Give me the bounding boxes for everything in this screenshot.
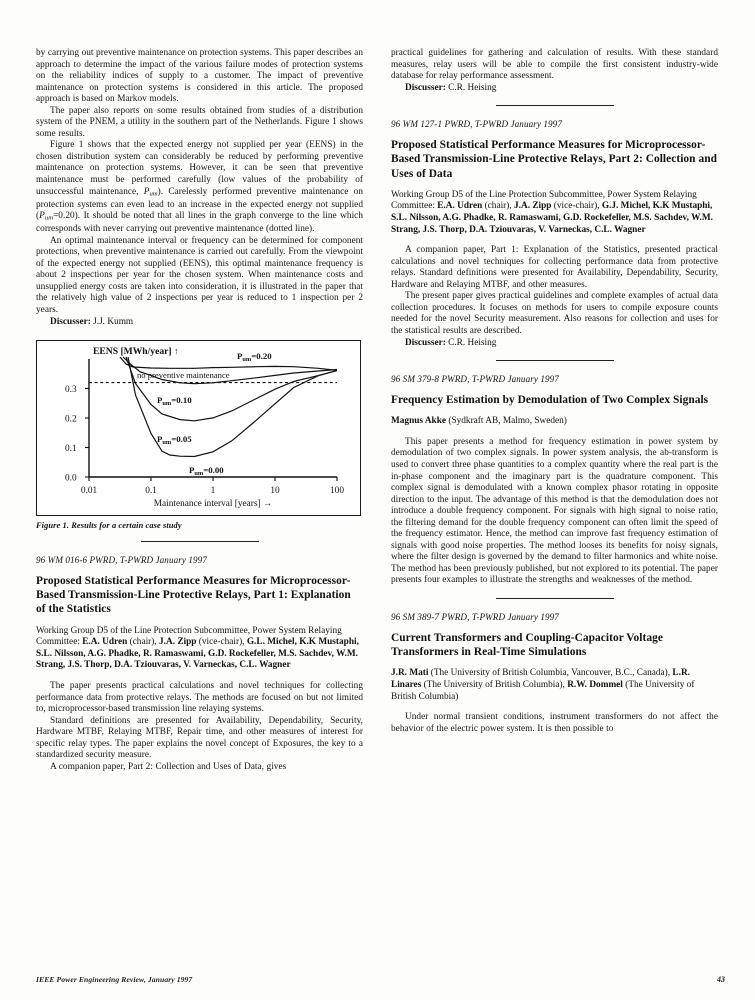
paragraph-with-symbols (36, 140, 363, 235)
section-divider (36, 541, 363, 542)
series-label-pum-010 (157, 395, 192, 407)
author-affiliation: (The University of British Columbia, Vancouver, B.C., Canada), (428, 668, 673, 679)
paper-id: 96 SM 389-7 PWRD, T-PWRD January 1997 (391, 612, 559, 622)
svg-text:Pum=0.10: $P_{um}=0.10$ (157, 395, 192, 408)
paragraph: The paper also reports on some results obtained from studies of a distribution system of the PNEM, a utility in the southern part of the Netherlands. Figure 1 shows some results. (36, 105, 363, 139)
paragraph: This paper presents a method for frequency estimation in power system by demodulation of two complex signals. In power system analysis, the ab-transform is used to convert three phase quantities to a complex quantity where the real part is the in-phase component and the imaginary part is the quadrature component. This complex signal is demodulated with a known complex phasor rotating in opposite direction to the input. The advantage of this method is that the demodulation does not introduce a double frequency component. For signals with high signal to noise ratio, the filtering demand for the double frequency component can often limit the speed of the frequency estimator. Hence, the method can improve fast frequency estimation of signals with good noise properties. The method looses its benefits for noisy signals, where the filter design is governed by the demand to filter harmonics and white noise. The method has been previously published, but not explored to its potential. The paper presents four examples to illustrate the strengths and weaknesses of the method. (391, 436, 718, 586)
author-name: E.A. Udren (82, 637, 128, 648)
series-label-pum-005 (157, 434, 192, 446)
author-name: L.R. Linares (391, 668, 690, 690)
author-role: (chair), (127, 637, 160, 648)
left-column (36, 48, 363, 773)
y-tick-label-3: 0.3 (65, 385, 77, 396)
paragraph-continuation: by carrying out preventive maintenance on protection systems. This paper describes an approach to determine the impact of the various failure modes of protection systems on the reliability indices of supply to a customer. The impact of preventive maintenance on protection systems is considered in this article. The proposed approach is based on Markov models. (36, 48, 363, 105)
page-footer (36, 975, 725, 984)
author-list (391, 668, 718, 703)
section-divider (391, 105, 718, 106)
paragraph-continuation: practical guidelines for gathering and calculation of results. With these standard measures, relay users will be able to compile the first consistent industry-wide database for relay performance assessment. (391, 48, 718, 82)
series-label-pum-020 (237, 351, 272, 363)
y-tick-label-2: 0.2 (65, 414, 77, 425)
paragraph: A companion paper, Part 1: Explanation of the Statistics, presented practical calculations and novel techniques for collecting performance data from protective relays. Standard definitions were presented for Availability, Dependability, Security, Hardware and Relaying MTBF, and other measures. (391, 245, 718, 290)
y-tick-label-1: 0.1 (65, 444, 77, 455)
paper-title: Current Transformers and Coupling-Capacitor Voltage Transformers in Real-Time Simulations (391, 632, 663, 659)
paragraph: A companion paper, Part 2: Collection and Uses of Data, gives (50, 761, 287, 772)
author-role: (vice-chair), (551, 201, 602, 212)
x-tick-label-4: 100 (330, 486, 344, 497)
discusser-name: C.R. Heising (448, 337, 497, 348)
author-affiliation: (The University of British Columbia) (391, 680, 695, 702)
y-tick-label-0: 0.0 (65, 473, 77, 484)
svg-text:Pum=0.20: $P_{um}=0.20$ (237, 351, 272, 364)
para-text-c: =0.20). It should be noted that all lines in the graph converge to the line which corresponds with never carrying out preventive maintenance (dotted line). (36, 211, 363, 235)
footer-journal-name: IEEE Power Engineering Review, January 1997 (36, 975, 193, 984)
paper-title: Proposed Statistical Performance Measures for Microprocessor-Based Transmission-Line Protective Relays, Part 2: Collection and Uses of Data (391, 139, 717, 180)
authors-lead: Working Group D5 of the Line Protection Subcommittee, Power System Relaying Committee: (36, 625, 342, 648)
paragraph: Under normal transient conditions, instrument transformers do not affect the behavior of the electric power system. It is then possible to (391, 712, 718, 734)
paper-id: 96 SM 379-8 PWRD, T-PWRD January 1997 (391, 374, 559, 385)
section-divider (391, 360, 718, 361)
eens-line-chart (37, 341, 360, 515)
para-text-b: ). Carelessly performed preventive maintenance on protection systems can even lead to an increase in the expected energy not supplied ( (36, 186, 363, 222)
paragraph: An optimal maintenance interval or frequency can be determined for component protections, when preventive maintenance is carried out carefully. From the viewpoint of the expected energy not supplied (EENS), this optimal maintenance frequency is about 2 inspections per year for the chosen system. When maintenance costs and unsupplied energy costs are taken into consideration, it is illustrated in the paper that the relatively high value of 2 inspections per year is reduced to 1 inspection per 2 years. (36, 235, 363, 315)
author-name: Magnus Akke (391, 416, 447, 427)
chart-container (36, 340, 361, 516)
svg-text:Pum=0.05: $P_{um}=0.05$ (157, 434, 192, 447)
paper-title: Proposed Statistical Performance Measures for Microprocessor-Based Transmission-Line Protective Relays, Part 1: Explanation of the Statistics (36, 575, 351, 616)
divider-rule (141, 541, 259, 542)
y-axis-arrow: ↑ (174, 346, 179, 357)
series-label-pum-000 (189, 465, 224, 477)
author-name: E.A. Udren (437, 201, 483, 212)
x-axis-label: Maintenance interval [years] → (153, 499, 273, 510)
divider-rule (496, 360, 614, 361)
symbol-pum-1: $P_{um}$ (143, 186, 158, 198)
author-list (36, 626, 363, 672)
discusser-label: Discusser: (405, 82, 446, 93)
two-column-layout (36, 48, 719, 773)
paragraph: The present paper gives practical guidelines and complete examples of actual data collection procedures. It focuses on methods for users to compile exposure counts needed for the novel Security measurement. Also reasons for collection and uses for the statistical results are described. (391, 291, 718, 336)
symbol-pum-2: $P_{um}$ (39, 211, 54, 222)
author-role: (vice-chair), (196, 637, 247, 648)
divider-rule (496, 105, 614, 106)
discusser-label: Discusser: (50, 316, 91, 327)
author-name: J.A. Zipp (514, 201, 552, 212)
curve-pum-020 (120, 357, 337, 370)
x-tick-label-1: 0.1 (145, 486, 157, 497)
paragraph: Standard definitions are presented for Availability, Dependability, Security, Hardware MTBF, Relaying MTBF, Repair time, and other measures of interest for specific relay types. The paper explains the novel concept of Exposures, the key to a standardized security measure. (36, 715, 363, 761)
paper-id: 96 WM 016-6 PWRD, T-PWRD January 1997 (36, 555, 207, 566)
y-axis-label: EENS [MWh/year] (93, 346, 172, 358)
author-list (391, 190, 718, 236)
author-name: R.W. Dommel (567, 680, 623, 690)
author-names: G.J. Michel, K.K Mustaphi, S.L. Nilsson, A.G. Phadke, R. Ramaswami, G.D. Rockefeller, M.S. Sachdev, W.M. Strang, J.S. Thorp, D.A. Tziouvaras, V. Varneckas, C.L. Wagner (391, 201, 713, 235)
author-affiliation: (Sydkraft AB, Malmo, Sweden) (446, 416, 567, 427)
author-role: (chair), (482, 201, 515, 212)
paper-id: 96 WM 127-1 PWRD, T-PWRD January 1997 (391, 119, 562, 130)
figure-1 (36, 340, 363, 530)
x-tick-label-2: 1 (210, 486, 216, 497)
discusser-line (36, 317, 363, 329)
authors-lead: Working Group D5 of the Line Protection Subcommittee, Power System Relaying Committee: (391, 189, 697, 212)
discusser-name: J.J. Kumm (93, 316, 134, 327)
author-names: G.L. Michel, K.K Mustaphi, S.L. Nilsson, A.G. Phadke, R. Ramaswami, G.D. Rockefeller, M.S. Sachdev, W.M. Strang, J.S. Thorp, D.A. Tziouvaras, V. Varneckas, C.L. Wagner (36, 637, 359, 671)
discusser-line (391, 338, 718, 350)
x-tick-label-0: 0.01 (80, 486, 98, 497)
annotation-no-preventive-maintenance: no preventive maintenance (137, 370, 230, 381)
discusser-name: C.R. Heising (448, 82, 497, 93)
para-text-a: Figure 1 shows that the expected energy not supplied per year (EENS) in the chosen distribution system can considerably be reduced by performing preventive maintenance on protection systems. However, it can be seen that preventive maintenance must be performed carefully (low values of the probability of unsuccessful maintenance, (36, 140, 363, 197)
curve-pum-005 (126, 357, 337, 421)
right-column (391, 48, 718, 773)
paper-title: Frequency Estimation by Demodulation of Two Complex Signals (391, 394, 709, 407)
discusser-line (391, 83, 718, 95)
author-name: J.A. Zipp (159, 637, 197, 648)
page-content (36, 48, 719, 958)
author-name: J.R. Mati (391, 668, 429, 679)
discusser-label: Discusser: (405, 337, 446, 348)
author-affiliation: (The University of British Columbia), (421, 680, 568, 690)
figure-caption: Figure 1. Results for a certain case study (36, 521, 182, 531)
paragraph: The paper presents practical calculations and novel techniques for collecting performance data from protective relays. The methods are focused on but not limited to, microprocessor-based transmission line relaying systems. (36, 681, 363, 715)
section-divider (391, 598, 718, 599)
author-list (391, 416, 718, 428)
divider-rule (496, 598, 614, 599)
x-tick-label-3: 10 (270, 486, 280, 497)
footer-page-number: 43 (717, 975, 725, 984)
svg-text:Pum=0.00: $P_{um}=0.00$ (189, 465, 224, 478)
